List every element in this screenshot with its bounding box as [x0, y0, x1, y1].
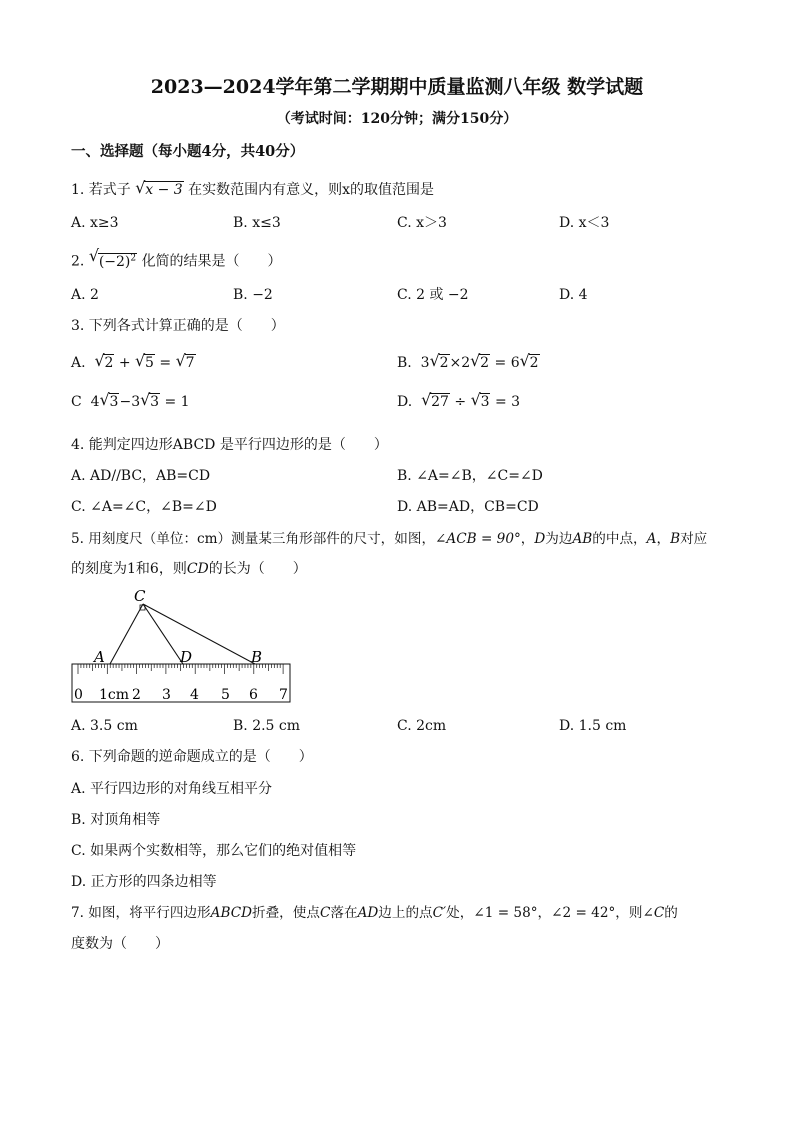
label-a: A: [94, 648, 105, 666]
ruler-number-4: 4: [190, 687, 199, 703]
question-7-line-1: 7. 如图，将平行四边形ABCD折叠，使点C落在AD边上的点C′处，∠1 = 58°，∠2 = 42°，则∠C的: [71, 905, 678, 921]
ruler-number-7: 7: [279, 687, 288, 703]
sqrt-expression: √ $(-2)^2$: [88, 246, 137, 270]
q6-option-a: A. 平行四边形的对角线互相平分: [71, 781, 273, 797]
q1-option-c: C. x＞3: [397, 215, 447, 231]
segment-ac: [110, 604, 143, 664]
question-6: 6. 下列命题的逆命题成立的是（ ）: [71, 749, 313, 765]
q6-option-b: B. 对顶角相等: [71, 812, 161, 828]
sqrt-expression: √ x − 3: [135, 178, 183, 198]
q6-option-d: D. 正方形的四条边相等: [71, 874, 217, 890]
q2-option-b: B. −2: [233, 287, 273, 303]
question-4: 4. 能判定四边形ABCD 是平行四边形的是（ ）: [71, 437, 388, 453]
question-7-line-2: 度数为（ ）: [71, 936, 169, 952]
question-2: 2. √ $(-2)^2$ 化简的结果是（ ）: [71, 246, 282, 270]
question-1: 1. 若式子 √ x − 3 在实数范围内有意义，则x的取值范围是: [71, 178, 435, 198]
label-c: C: [134, 587, 146, 605]
q3-option-c: C 4 √ 3−3 √ 3 = 1: [71, 390, 190, 410]
ruler-number-3: 3: [162, 687, 171, 703]
q3-option-d: D. √ 27 ÷ √ 3 = 3: [397, 390, 521, 410]
ruler-number-1: 1cm: [99, 687, 130, 703]
label-d: D: [180, 648, 193, 666]
q2-option-c: C. 2 或 −2: [397, 287, 469, 303]
ruler-triangle-figure: [68, 586, 298, 710]
q4-option-b: B. ∠A=∠B，∠C=∠D: [397, 468, 543, 484]
question-5-line-1: 5. 用刻度尺（单位：cm）测量某三角形部件的尺寸，如图，∠ACB = 90°，D为边AB的中点，A，B对应: [71, 531, 708, 547]
ruler-number-5: 5: [221, 687, 230, 703]
ruler-number-6: 6: [249, 687, 258, 703]
q4-option-a: A. AD//BC，AB=CD: [71, 468, 211, 484]
q4-option-d: D. AB=AD，CB=CD: [397, 499, 539, 515]
segment-cb: [143, 604, 255, 664]
q2-option-a: A. 2: [71, 287, 99, 303]
q4-option-c: C. ∠A=∠C，∠B=∠D: [71, 499, 217, 515]
page-title: 2023—2024学年第二学期期中质量监测八年级 数学试题: [150, 76, 644, 98]
ruler-number-0: 0: [74, 687, 83, 703]
q5-option-b: B. 2.5 cm: [233, 718, 301, 734]
section-heading: 一、选择题（每小题4分，共40分）: [71, 143, 305, 160]
label-b: B: [251, 648, 263, 666]
q6-option-c: C. 如果两个实数相等，那么它们的绝对值相等: [71, 843, 357, 859]
q2-option-d: D. 4: [559, 287, 588, 303]
q5-option-a: A. 3.5 cm: [71, 718, 138, 734]
ruler-numbers: [74, 687, 288, 703]
q1-option-a: A. x≥3: [71, 215, 119, 231]
question-5-line-2: 的刻度为1和6，则CD的长为（ ）: [71, 561, 307, 577]
segment-cd: [143, 604, 183, 664]
question-3: 3. 下列各式计算正确的是（ ）: [71, 318, 285, 334]
q5-option-c: C. 2cm: [397, 718, 447, 734]
q1-option-d: D. x＜3: [559, 215, 610, 231]
exam-info: （考试时间：120分钟；满分150分）: [276, 111, 518, 127]
q3-option-b: B. 3 √ 2×2 √ 2 = 6 √ 2: [397, 351, 539, 371]
q5-option-d: D. 1.5 cm: [559, 718, 627, 734]
q3-option-a: A. √ 2 + √ 5 = √ 7: [71, 351, 195, 371]
q1-option-b: B. x≤3: [233, 215, 281, 231]
ruler-number-2: 2: [132, 687, 141, 703]
